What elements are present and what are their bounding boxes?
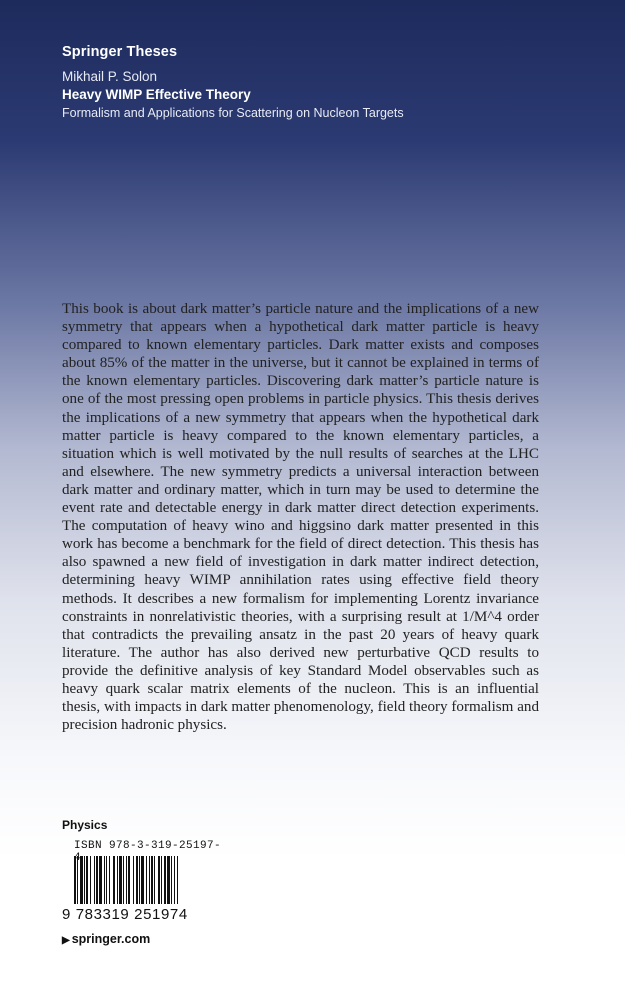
book-subtitle: Formalism and Applications for Scattering on Nucleon Targets [62,106,404,120]
book-title: Heavy WIMP Effective Theory [62,87,251,102]
barcode-number: 9 783319 251974 [62,906,188,923]
arrow-icon: ▶ [62,935,70,946]
isbn-text: ISBN 978-3-319-25197-4 [74,840,222,864]
barcode [62,840,224,924]
publisher-name: springer.com [71,932,151,946]
back-cover-blurb: This book is about dark matter’s particle nature and the implications of a new symmetry that appears when a hypothetical dark matter particle is heavy compared to known elementary particles. Dark matter exists and composes about 85% of the matter in the universe, but it cannot be explained in terms of the known elementary particles. Discovering dark matter’s particle nature is one of the most pressing open problems in particle physics. This thesis derives the implications of a new symmetry that appears when the hypothetical dark matter particle is heavy compared to the known elementary particles, a situation which is well motivated by the null results of searches at the LHC and elsewhere. The new symmetry predicts a universal interaction between dark matter and ordinary matter, which in turn may be used to determine the event rate and detectable energy in dark matter direct detection experiments. The computation of heavy wino and higgsino dark matter presented in this work has become a benchmark for the field of direct detection. This thesis has also spawned a new field of investigation in dark matter indirect detection, determining heavy WIMP annihilation rates using effective field theory methods. It describes a new formalism for implementing Lorentz invariance constraints in nonrelativistic theories, with a surprising result at 1/M^4 order that contradicts the prevailing ansatz in the past 20 years of heavy quark literature. The author has also derived new perturbative QCD results to provide the definitive analysis of key Standard Model observables such as heavy quark scalar matrix elements of the nucleon. This is an influential thesis, with impacts in dark matter phenomenology, field theory formalism and precision hadronic physics. [62,301,539,734]
series-name: Springer Theses [62,44,178,60]
barcode-bars [62,856,224,906]
subject-label: Physics [62,818,108,832]
publisher-link[interactable] [62,932,150,946]
book-header [62,44,404,120]
author-name: Mikhail P. Solon [62,69,158,84]
